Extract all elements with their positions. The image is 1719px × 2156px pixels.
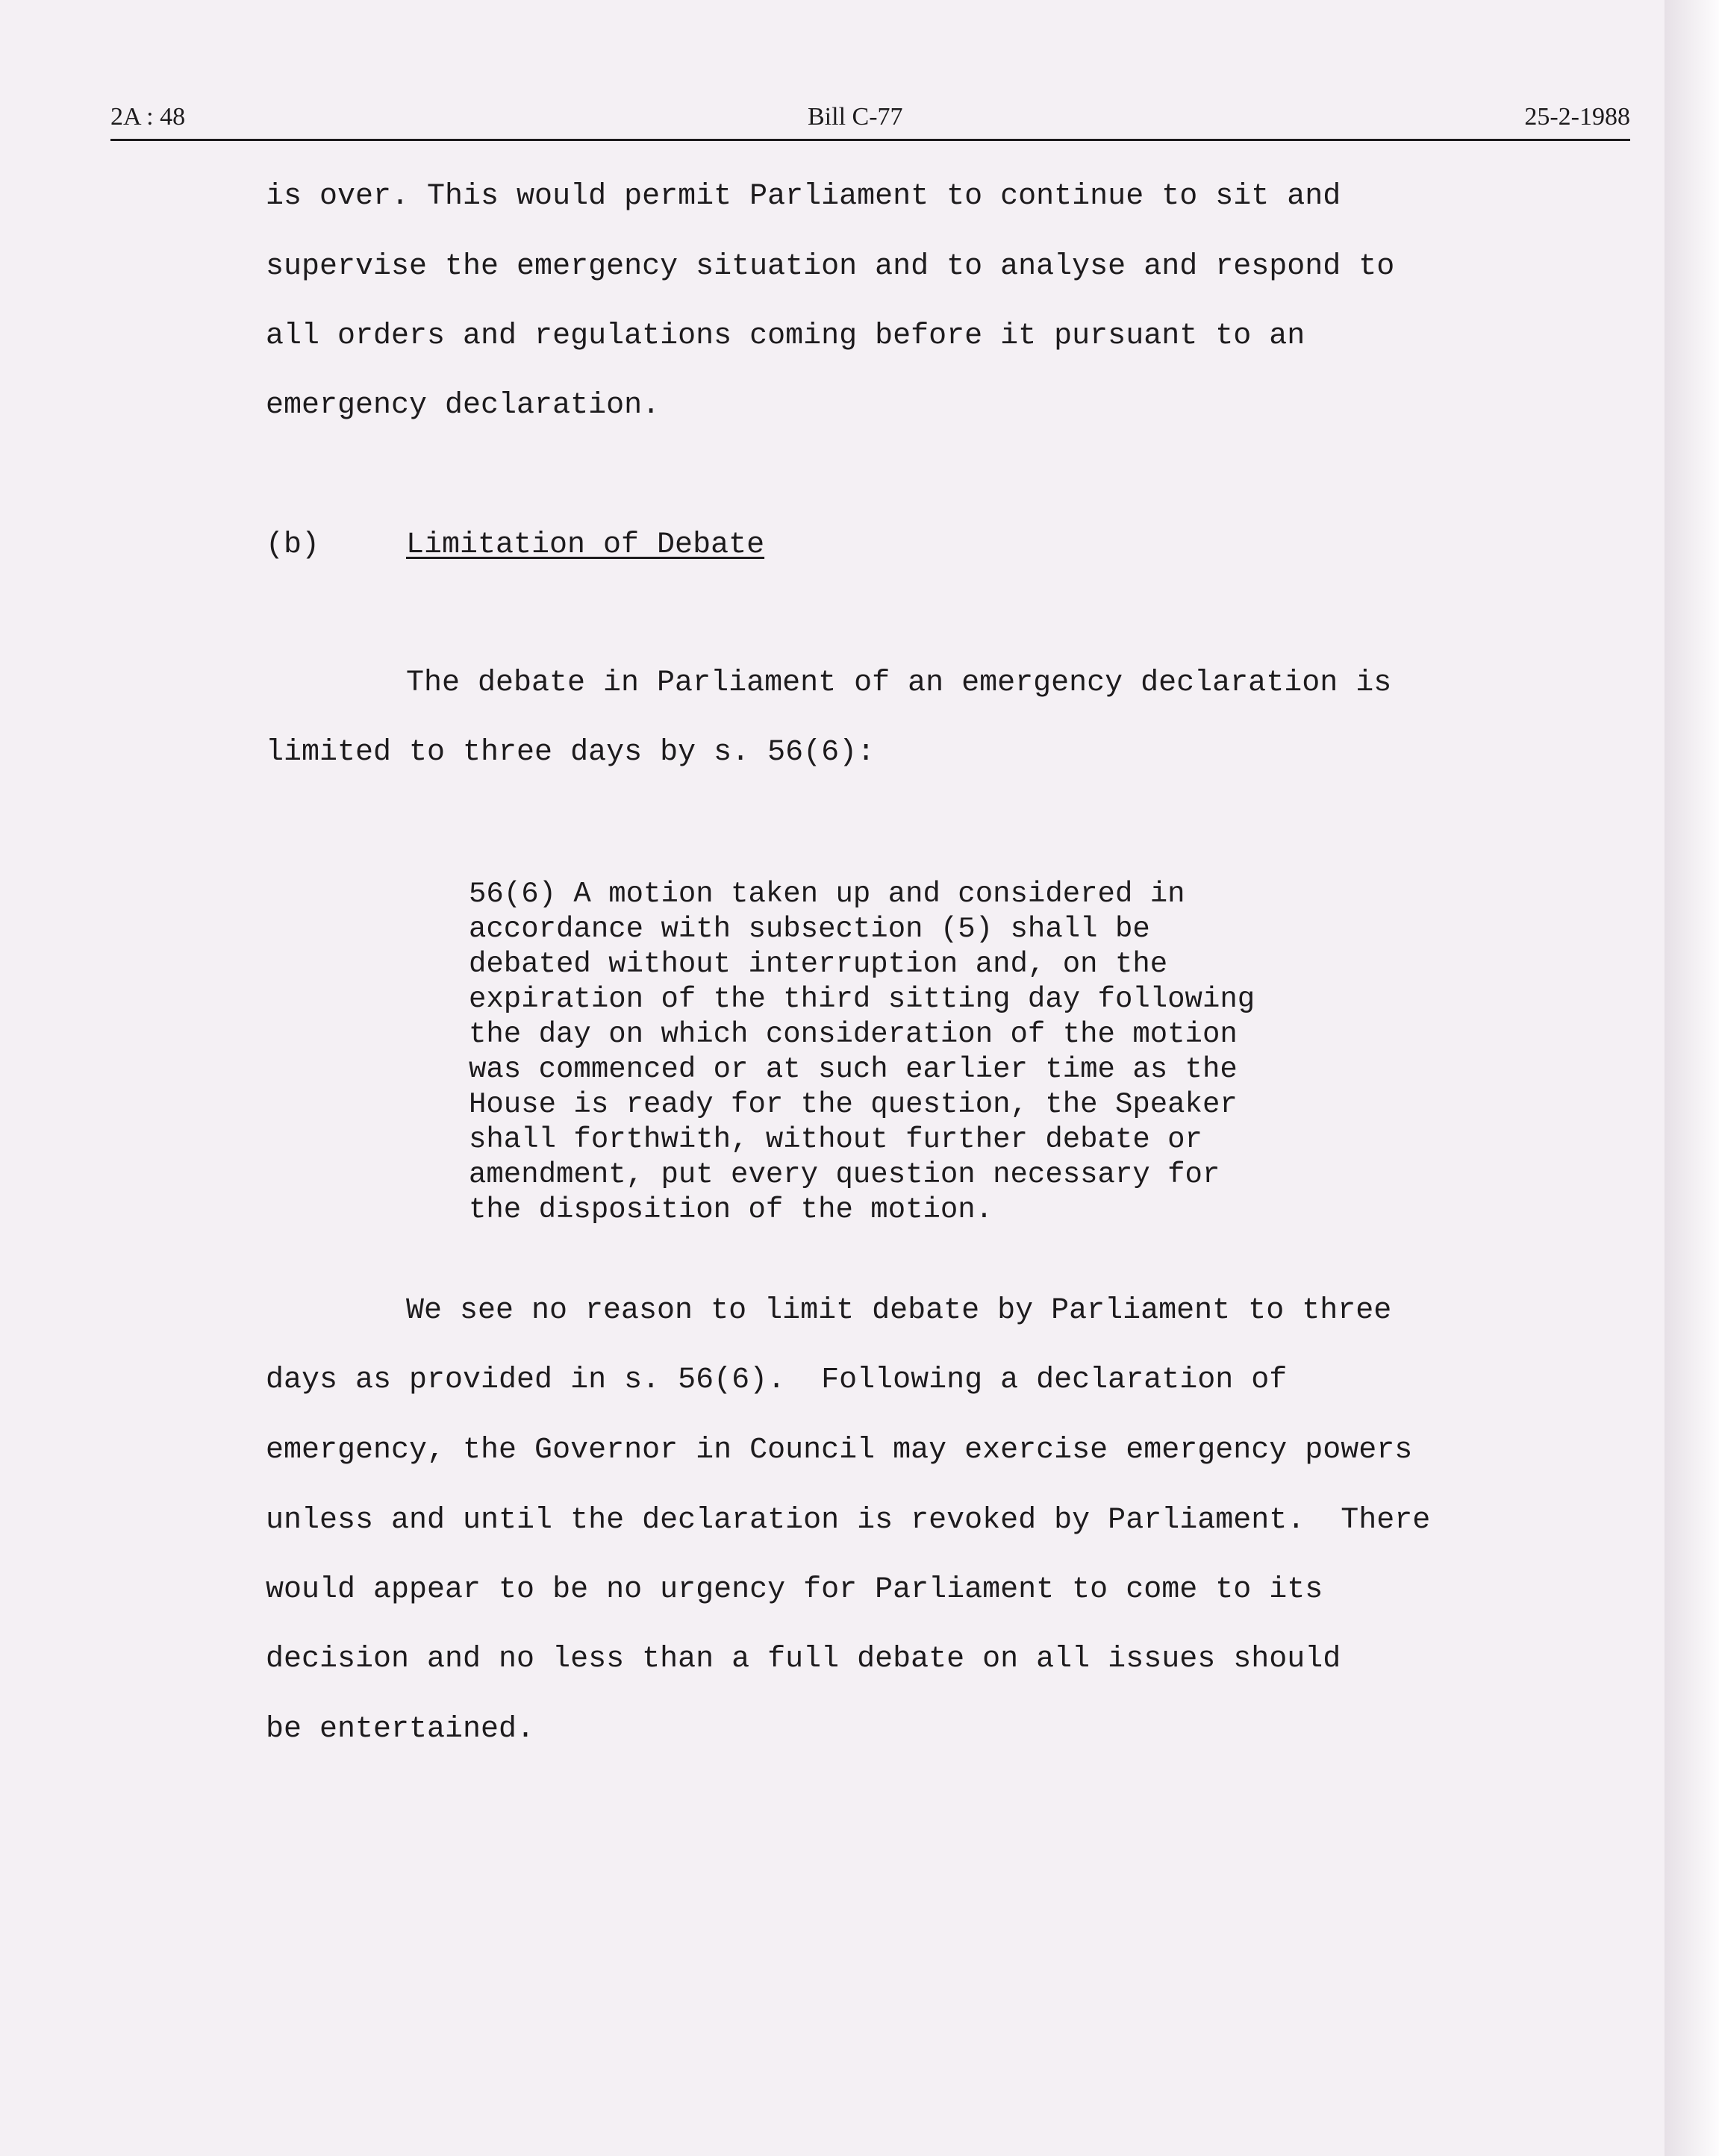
paragraph-line: be entertained.	[266, 1713, 535, 1746]
quote-line: was commenced or at such earlier time as the	[469, 1053, 1238, 1086]
paragraph-line: decision and no less than a full debate on all issues should	[266, 1643, 1341, 1676]
paragraph-line: emergency, the Governor in Council may exercise emergency powers	[266, 1434, 1413, 1467]
page-header	[110, 103, 1630, 141]
section-label: (b)	[266, 528, 320, 562]
paragraph-line: The debate in Parliament of an emergency declaration is	[406, 666, 1392, 700]
quote-line: shall forthwith, without further debate or	[469, 1123, 1202, 1156]
section-heading: Limitation of Debate	[406, 528, 765, 562]
paragraph-line: would appear to be no urgency for Parliament to come to its	[266, 1573, 1323, 1607]
paragraph-line: limited to three days by s. 56(6):	[266, 736, 876, 769]
paragraph-line: We see no reason to limit debate by Parliament to three	[406, 1294, 1392, 1328]
paragraph-line: unless and until the declaration is revoked by Parliament. There	[266, 1504, 1431, 1537]
header-date: 25-2-1988	[1524, 103, 1630, 131]
paragraph-line: supervise the emergency situation and to analyse and respond to	[266, 250, 1395, 284]
quote-line: debated without interruption and, on the	[469, 948, 1168, 981]
bill-title: Bill C-77	[808, 103, 903, 131]
page-edge	[1665, 0, 1719, 2156]
page-reference: 2A : 48	[110, 103, 186, 131]
quote-line: the disposition of the motion.	[469, 1193, 993, 1226]
paragraph-line: emergency declaration.	[266, 389, 661, 422]
quote-line: the day on which consideration of the motion	[469, 1018, 1238, 1051]
quote-line: 56(6) A motion taken up and considered in	[469, 878, 1185, 910]
quote-line: accordance with subsection (5) shall be	[469, 913, 1150, 946]
paragraph-line: all orders and regulations coming before it pursuant to an	[266, 319, 1305, 353]
paragraph-line: is over. This would permit Parliament to continue to sit and	[266, 180, 1341, 213]
quote-line: amendment, put every question necessary for	[469, 1158, 1220, 1191]
paragraph-line: days as provided in s. 56(6). Following a declaration of	[266, 1363, 1288, 1397]
quote-line: House is ready for the question, the Speaker	[469, 1088, 1238, 1121]
quote-line: expiration of the third sitting day following	[469, 983, 1255, 1016]
